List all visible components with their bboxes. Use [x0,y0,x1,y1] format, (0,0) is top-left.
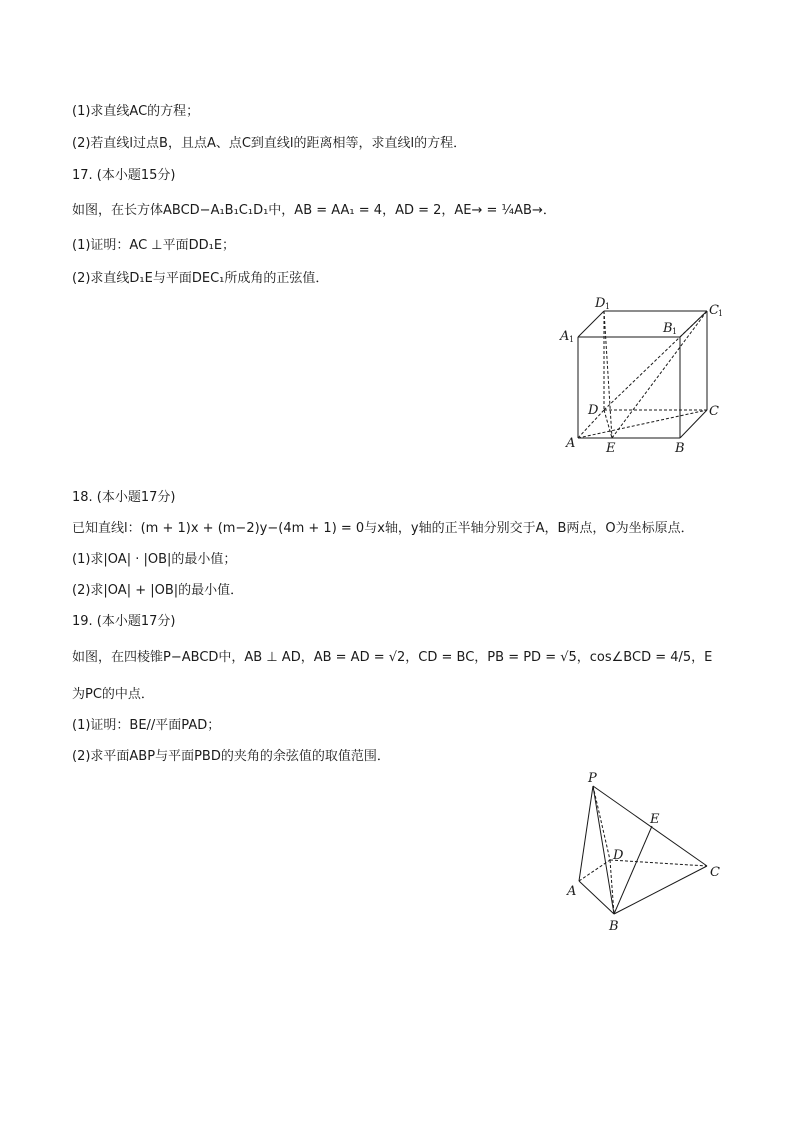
question-19-part2: (2)求平面ABP与平面PBD的夹角的余弦值的取值范围． [72,749,390,764]
label-e: E [650,812,660,827]
label-a1-sub: 1 [569,335,575,344]
question-17-part2: (2)求直线D₁E与平面DEC₁所成角的正弦值． [72,271,329,286]
question-19-stem-line2: 为PC的中点． [72,687,154,702]
label-e: E [606,441,616,456]
label-c: C [710,865,720,880]
cuboid-figure [555,292,730,460]
question-18-part2: (2)求|OA| + |OB|的最小值． [72,583,244,598]
label-b: B [675,441,685,456]
question-16-part1: (1)求直线AC的方程； [72,104,200,119]
question-19-header: 19. (本小题17分) [72,614,176,629]
label-b1: B [663,321,673,336]
question-16-part2: (2)若直线l过点B，且点A、点C到直线l的距离相等，求直线l的方程． [72,136,467,151]
label-a: A [567,884,577,899]
label-c1: C [709,303,719,318]
label-d: D [588,403,599,418]
pyramid-figure [562,768,732,938]
question-19-part1: (1)证明：BE//平面PAD； [72,718,221,733]
label-d: D [613,848,624,863]
label-d1: D [595,296,606,311]
label-a: A [566,436,576,451]
label-b1-sub: 1 [672,327,678,336]
label-c1-sub: 1 [718,309,724,318]
question-18-stem: 已知直线l：(m + 1)x + (m−2)y−(4m + 1) = 0与x轴，y轴的正半轴分别交于A，B两点，O为坐标原点． [72,521,694,536]
label-p: P [588,771,597,786]
question-17-stem: 如图，在长方体ABCD−A₁B₁C₁D₁中，AB = AA₁ = 4，AD = 2，AE→ = ¼AB→． [72,203,556,218]
label-a1: A [560,329,570,344]
label-d1-sub: 1 [605,302,611,311]
question-17-header: 17. (本小题15分) [72,168,176,183]
question-17-part1: (1)证明：AC ⊥平面DD₁E； [72,238,236,253]
question-18-part1: (1)求|OA| · |OB|的最小值； [72,552,237,567]
question-19-stem-line1: 如图，在四棱锥P−ABCD中，AB ⊥ AD，AB = AD = √2，CD = BC，PB = PD = √5，cos∠BCD = 4/5，E [72,650,713,665]
label-c: C [709,404,719,419]
question-18-header: 18. (本小题17分) [72,490,176,505]
label-b: B [609,919,619,934]
